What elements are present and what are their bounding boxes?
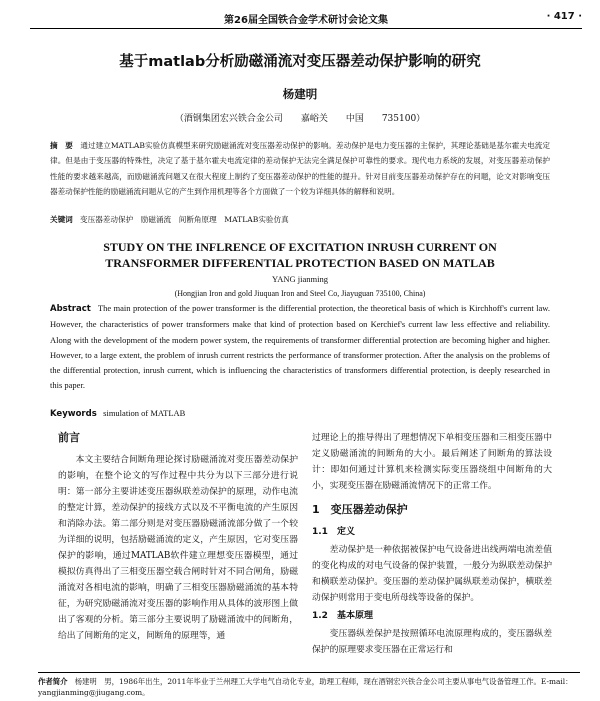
keywords-en-text: simulation of MATLAB <box>103 408 186 418</box>
footnote-label: 作者简介 <box>38 677 68 686</box>
preface-paragraph: 本文主要结合间断角理论探讨励磁涌流对变压器差动保护的影响，在整个论文的写作过程中共分为以下三部分进行说明：第一部分主要讲述变压器纵联差动保护的原理，动作电流的整定计算，差动保护的接线方式以及不平衡电流的产生原因和消除办法。第二部分则是对变压器励磁涌流部分做了一个较为详细的说明，包括励磁涌流的定义，产生原因，它对变压器保护的影响，通过MATLAB软件建立理想变压器模型，通过模拟仿真得出了三相变压器空载合闸时针对不同合闸角，励磁涌流对各相电流的影响，明确了三相变压器励磁涌流的基本特征，为研究励磁涌流对变压器的影响作用从具体的波形图上做出了客观的分析。第三部分主要说明了励磁涌流中的间断角，给出了间断角的定义，间断角的原理等，通 <box>58 455 298 641</box>
section-1-2-heading: 1.2 基本原理 <box>312 611 373 621</box>
preface-continued: 过理论上的推导得出了理想情况下单相变压器和三相变压器中定义励磁涌流的间断角的大小。最后阐述了间断角的算法设计：即如何通过计算机来检测实际变压器绕组中间断角的大小，实现变压器在励磁涌流情况下的正常工作。 <box>312 433 552 491</box>
keywords-cn <box>50 212 550 227</box>
abstract-en <box>50 301 550 394</box>
conference-title: 第26届全国铁合金学术研讨会论文集 <box>224 14 388 26</box>
section-1-1-heading: 1.1 定义 <box>312 527 355 537</box>
footnote-text: 杨建明 男，1986年出生，2011年毕业于兰州理工大学电气自动化专业，助理工程师，现在酒钢宏兴铁合金公司主要从事电气设备管理工作。E-mail：yangjianming@jiugang.com。 <box>38 677 573 697</box>
paper-title-en: STUDY ON THE INFLRENCE OF EXCITATION INRUSH CURRENT ON TRANSFORMER DIFFERENTIAL PROTECTION BASED ON MATLAB <box>103 240 497 270</box>
abstract-cn-text: 通过建立MATLAB实验仿真模型来研究励磁涌流对变压器差动保护的影响。差动保护是电力变压器的主保护，其理论基础是基尔霍夫电流定律。但是由于变压器的特殊性，决定了基于基尔霍夫电流定律的差动保护无法完全满足保护可靠性的要求。现代电力系统的发展，对变压器差动保护性能的要求越来越高，而励磁涌流问题又在很大程度上制约了变压器差动保护的性能的提升。针对目前变压器差动保护存在的问题，论文对影响变压器差动保护性能的励磁涌流问题从它的产生到作用机理等各个方面做了一个较为详细具体的解释和说明。 <box>50 141 550 197</box>
section-1-2-paragraph: 变压器纵差保护是按照循环电流原理构成的，变压器纵差保护的原理要求变压器在正常运行和 <box>312 629 552 655</box>
section-1-1-paragraph: 差动保护是一种依据被保护电气设备进出线两端电流差值的变化构成的对电气设备的保护装置，一般分为纵联差动保护和横联差动保护。变压器的差动保护属纵联差动保护，横联差动保护则常用于变电所母线等设备的保护。 <box>312 545 552 603</box>
keywords-en <box>50 406 550 422</box>
page-number: · 417 · <box>546 11 582 22</box>
author-cn: 杨建明 <box>282 87 318 101</box>
abstract-en-text: The main protection of the power transformer is the differential protection, the theoretical basis of which is Kirchhoff's current law. However, the characteristics of power transformers make that kind of protection based on Kerchief's current law less effective and reliability. Along with the development of the modern power system, the requirements of transformer differential protection are becoming higher and higher. However, to a large extent, the problem of inrush current restricts the performance of transformer protection. After the analysis on the problems of the differential protection, inrush current, which is influencing the characteristics of transformers differential protection, is deeply researched in this paper. <box>50 303 550 391</box>
abstract-cn <box>50 138 550 200</box>
left-column <box>58 430 298 644</box>
author-footnote <box>38 672 580 698</box>
affiliation-en: (Hongjian Iron and gold Jiuquan Iron and Steel Co, Jiayuguan 735100, China) <box>174 289 426 298</box>
author-en: YANG jianming <box>272 274 328 284</box>
keywords-cn-text: 变压器差动保护 励磁涌流 间断角原理 MATLAB实验仿真 <box>80 215 289 224</box>
running-header <box>30 8 582 29</box>
keywords-en-label: Keywords <box>50 409 97 419</box>
section-1-heading: 1 变压器差动保护 <box>312 503 408 516</box>
keywords-cn-label: 关键词 <box>50 215 73 224</box>
abstract-en-label: Abstract <box>50 304 91 314</box>
paper-title-cn: 基于matlab分析励磁涌流对变压器差动保护影响的研究 <box>119 54 481 70</box>
preface-heading: 前言 <box>58 431 80 444</box>
abstract-cn-label: 摘 要 <box>50 141 73 150</box>
right-column <box>312 430 552 658</box>
affiliation-cn: （酒钢集团宏兴铁合金公司 嘉峪关 中国 735100） <box>174 114 426 124</box>
